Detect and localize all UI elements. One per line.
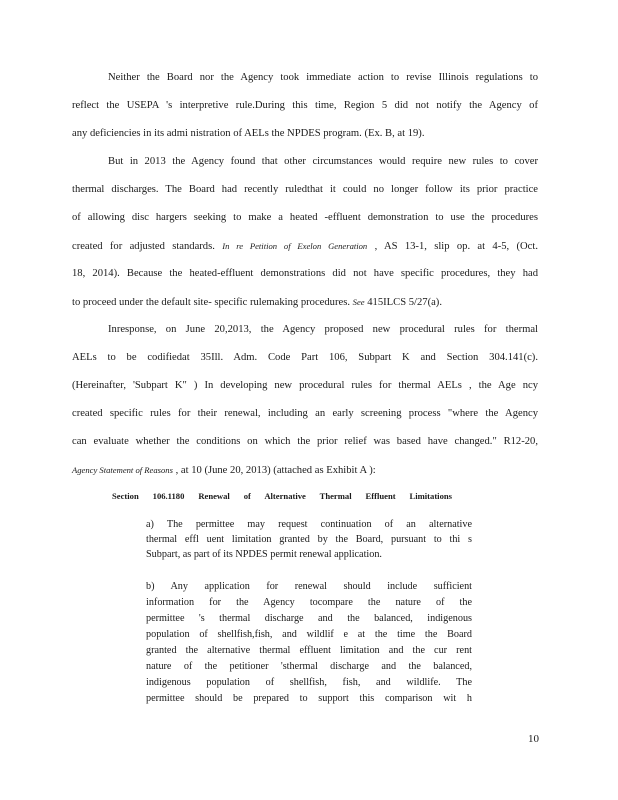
quote-b-line-4: population of shellfish,fish, and wildlif e at the time the Board: [146, 629, 472, 640]
paragraph-3-line-2: AELs to be codifiedat 35Ill. Adm. Code Part 106, Subpart K and Section 304.141(c).: [72, 352, 538, 363]
text-segment: 415ILCS 5/27(a).: [367, 297, 442, 308]
paragraph-3-line-4: created specific rules for their renewal, including an early screening process "where the Agency: [72, 408, 538, 419]
quote-b-line-8: permittee should be prepared to support this comparison wit h: [146, 693, 472, 704]
paragraph-2-line-1: But in 2013 the Agency found that other circumstances would require new rules to cover: [108, 156, 538, 167]
paragraph-2-line-3: of allowing disc hargers seeking to make a heated -effluent demonstration to use the procedures: [72, 212, 538, 223]
paragraph-1-line-1: Neither the Board nor the Agency took immediate action to revise Illinois regulations to: [108, 72, 538, 83]
page-number: 10: [528, 733, 539, 745]
case-citation: In re Petition of Exelon Generation: [222, 241, 368, 251]
quote-b-line-1: b) Any application for renewal should include sufficient: [146, 581, 472, 592]
text-segment: , AS 13-1, slip op. at 4-5, (Oct.: [374, 241, 538, 252]
quote-b-line-6: nature of the petitioner 'sthermal discharge and the balanced,: [146, 661, 472, 672]
quote-b-line-5: granted the alternative thermal effluent limitation and the cur rent: [146, 645, 472, 656]
text-segment: , at 10 (June 20, 2013) (attached as Exhibit A ):: [175, 465, 376, 476]
paragraph-2-line-2: thermal discharges. The Board had recently ruledthat it could no longer follow its prior practice: [72, 184, 538, 195]
text-segment: to proceed under the default site- specific rulemaking procedures.: [72, 297, 350, 308]
quote-b-line-2: information for the Agency tocompare the nature of the: [146, 597, 472, 608]
text-segment: created for adjusted standards.: [72, 241, 215, 252]
paragraph-2-line-5: 18, 2014). Because the heated-effluent demonstrations did not have specific procedures, they had: [72, 268, 538, 279]
paragraph-3-line-5: can evaluate whether the conditions on which the prior relief was based have changed." R12-20,: [72, 436, 538, 447]
paragraph-2-line-4: [72, 239, 538, 254]
paragraph-2-line-6: [72, 295, 538, 310]
quote-b-line-7: indigenous population of shellfish, fish, and wildlife. The: [146, 677, 472, 688]
paragraph-3-line-3: (Hereinafter, 'Subpart K" ) In developing new procedural rules for thermal AELs , the Age ncy: [72, 380, 538, 391]
quote-a-line-1: a) The permittee may request continuation of an alternative: [146, 519, 472, 530]
quote-a-line-3: Subpart, as part of its NPDES permit renewal application.: [146, 549, 382, 560]
quote-b-line-3: permittee 's thermal discharge and the balanced, indigenous: [146, 613, 472, 624]
paragraph-3-line-6: [72, 463, 538, 478]
paragraph-1-line-3: any deficiencies in its admi nistration of AELs the NPDES program. (Ex. B, at 19).: [72, 128, 425, 139]
signal-citation: See: [352, 297, 365, 307]
paragraph-3-line-1: Inresponse, on June 20,2013, the Agency proposed new procedural rules for thermal: [108, 324, 538, 335]
quote-a-line-2: thermal effl uent limitation granted by the Board, pursuant to thi s: [146, 534, 472, 545]
reasons-citation: Agency Statement of Reasons: [72, 465, 173, 475]
paragraph-1-line-2: reflect the USEPA 's interpretive rule.During this time, Region 5 did not notify the Agency of: [72, 100, 538, 111]
section-heading: Section 106.1180 Renewal of Alternative Thermal Effluent Limitations: [112, 491, 452, 501]
